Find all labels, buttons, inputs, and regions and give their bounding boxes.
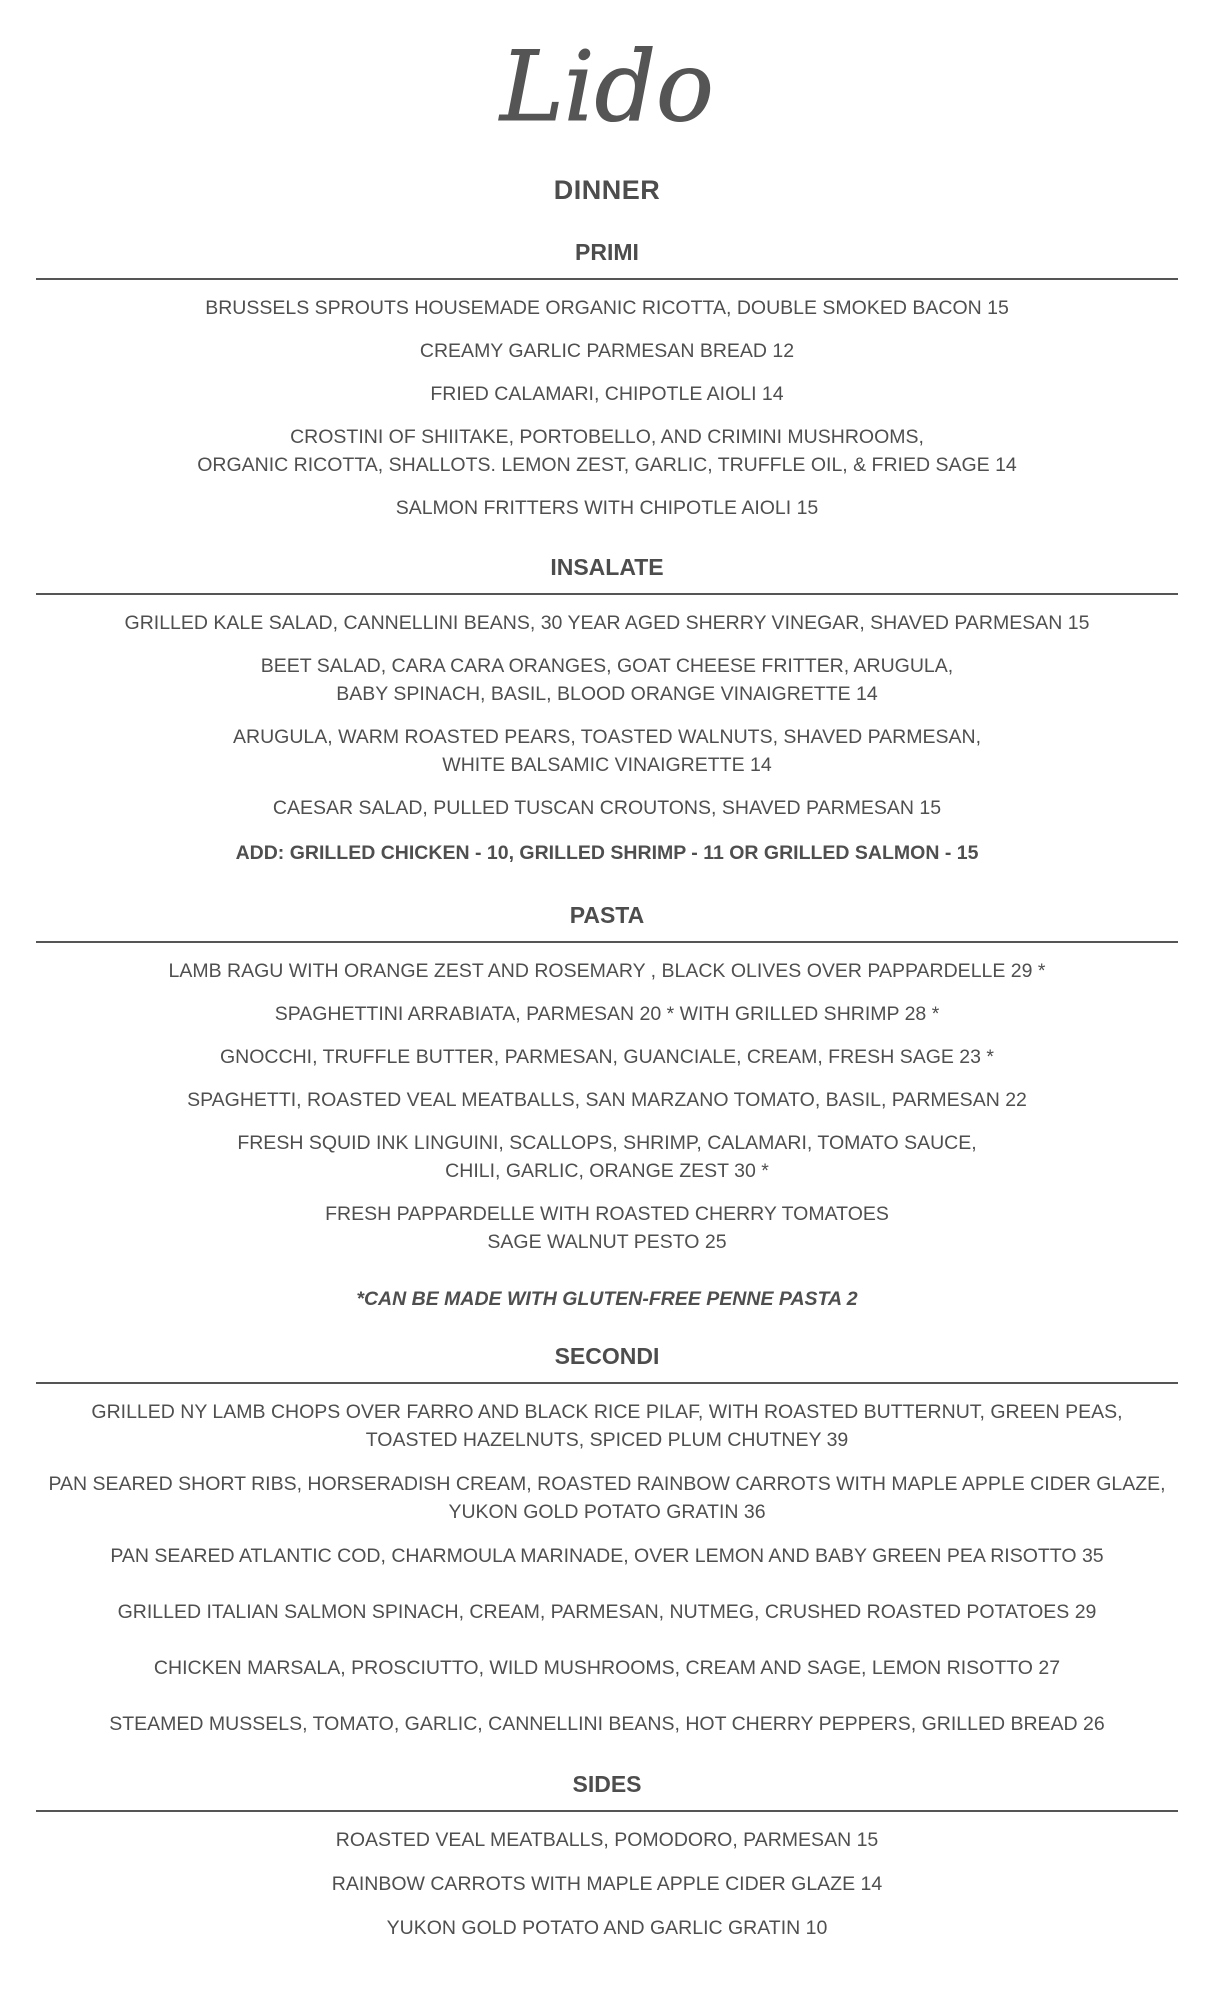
add-protein-note: ADD: GRILLED CHICKEN - 10, GRILLED SHRIMP - 11 OR GRILLED SALMON - 15 xyxy=(235,842,979,864)
menu-item: GRILLED NY LAMB CHOPS OVER FARRO AND BLACK RICE PILAF, WITH ROASTED BUTTERNUT, GREEN PEAS, TOASTED HAZELNUTS, SPICED PLUM CHUTNEY 39 xyxy=(91,1401,1123,1451)
menu-item: SPAGHETTINI ARRABIATA, PARMESAN 20 * WITH GRILLED SHRIMP 28 * xyxy=(274,1003,940,1025)
menu-item-list xyxy=(36,1398,1178,1738)
menu-item: SPAGHETTI, ROASTED VEAL MEATBALLS, SAN MARZANO TOMATO, BASIL, PARMESAN 22 xyxy=(187,1089,1027,1111)
menu-item: CHICKEN MARSALA, PROSCIUTTO, WILD MUSHROOMS, CREAM AND SAGE, LEMON RISOTTO 27 xyxy=(153,1657,1061,1679)
menu-item: BRUSSELS SPROUTS HOUSEMADE ORGANIC RICOTTA, DOUBLE SMOKED BACON 15 xyxy=(205,297,1009,319)
section-title: INSALATE xyxy=(550,554,664,580)
section-title: SECONDI xyxy=(554,1343,660,1369)
lido-script-logo xyxy=(492,28,722,148)
section-insalate xyxy=(36,551,1178,867)
gluten-free-note: *CAN BE MADE WITH GLUTEN-FREE PENNE PASTA 2 xyxy=(356,1288,858,1310)
section-title: PASTA xyxy=(569,902,645,928)
menu-item: BEET SALAD, CARA CARA ORANGES, GOAT CHEESE FRITTER, ARUGULA, BABY SPINACH, BASIL, BLOOD ORANGE VINAIGRETTE 14 xyxy=(260,655,954,705)
menu-item: GNOCCHI, TRUFFLE BUTTER, PARMESAN, GUANCIALE, CREAM, FRESH SAGE 23 * xyxy=(220,1046,994,1068)
menu-item-list xyxy=(36,957,1178,1313)
menu-item: CREAMY GARLIC PARMESAN BREAD 12 xyxy=(419,340,795,362)
section-sides xyxy=(36,1768,1178,1942)
menu-item: GRILLED ITALIAN SALMON SPINACH, CREAM, PARMESAN, NUTMEG, CRUSHED ROASTED POTATOES 29 xyxy=(117,1601,1097,1623)
section-title: SIDES xyxy=(572,1771,642,1797)
menu-item: ARUGULA, WARM ROASTED PEARS, TOASTED WALNUTS, SHAVED PARMESAN, WHITE BALSAMIC VINAIGRETTE 14 xyxy=(233,726,981,776)
section-title: PRIMI xyxy=(575,239,639,265)
menu-item: RAINBOW CARROTS WITH MAPLE APPLE CIDER GLAZE 14 xyxy=(331,1873,883,1895)
menu-item: PAN SEARED ATLANTIC COD, CHARMOULA MARINADE, OVER LEMON AND BABY GREEN PEA RISOTTO 35 xyxy=(110,1545,1104,1567)
menu-item: CAESAR SALAD, PULLED TUSCAN CROUTONS, SHAVED PARMESAN 15 xyxy=(272,797,942,819)
menu-item-list xyxy=(36,1826,1178,1942)
restaurant-logo xyxy=(0,28,1214,148)
menu-item: SALMON FRITTERS WITH CHIPOTLE AIOLI 15 xyxy=(395,497,819,519)
section-secondi xyxy=(36,1340,1178,1738)
menu-item: LAMB RAGU WITH ORANGE ZEST AND ROSEMARY , BLACK OLIVES OVER PAPPARDELLE 29 * xyxy=(168,960,1046,982)
menu-item: FRESH PAPPARDELLE WITH ROASTED CHERRY TOMATOES SAGE WALNUT PESTO 25 xyxy=(325,1203,889,1253)
menu-item-list xyxy=(36,609,1178,867)
menu-item: ROASTED VEAL MEATBALLS, POMODORO, PARMESAN 15 xyxy=(335,1829,879,1851)
section-divider xyxy=(36,941,1178,943)
menu-item: FRESH SQUID INK LINGUINI, SCALLOPS, SHRIMP, CALAMARI, TOMATO SAUCE, CHILI, GARLIC, ORANGE ZEST 30 * xyxy=(237,1132,977,1182)
section-divider xyxy=(36,593,1178,595)
menu-item: GRILLED KALE SALAD, CANNELLINI BEANS, 30 YEAR AGED SHERRY VINEGAR, SHAVED PARMESAN 15 xyxy=(124,612,1090,634)
section-primi xyxy=(36,236,1178,522)
logo-wordmark: Lido xyxy=(500,31,714,143)
menu-item: FRIED CALAMARI, CHIPOTLE AIOLI 14 xyxy=(430,383,784,405)
section-divider xyxy=(36,1810,1178,1812)
section-pasta xyxy=(36,899,1178,1313)
menu-item: STEAMED MUSSELS, TOMATO, GARLIC, CANNELLINI BEANS, HOT CHERRY PEPPERS, GRILLED BREAD 26 xyxy=(109,1713,1105,1735)
menu-item-list xyxy=(36,294,1178,522)
menu-item: CROSTINI OF SHIITAKE, PORTOBELLO, AND CRIMINI MUSHROOMS, ORGANIC RICOTTA, SHALLOTS. LEMON ZEST, GARLIC, TRUFFLE OIL, & FRIED SAGE 14 xyxy=(197,426,1017,476)
menu-title: DINNER xyxy=(553,175,661,205)
section-divider xyxy=(36,278,1178,280)
menu-item: YUKON GOLD POTATO AND GARLIC GRATIN 10 xyxy=(386,1917,828,1939)
section-divider xyxy=(36,1382,1178,1384)
menu-item: PAN SEARED SHORT RIBS, HORSERADISH CREAM, ROASTED RAINBOW CARROTS WITH MAPLE APPLE CIDER GLAZE, YUKON GOLD POTATO GRATIN 36 xyxy=(48,1473,1166,1523)
